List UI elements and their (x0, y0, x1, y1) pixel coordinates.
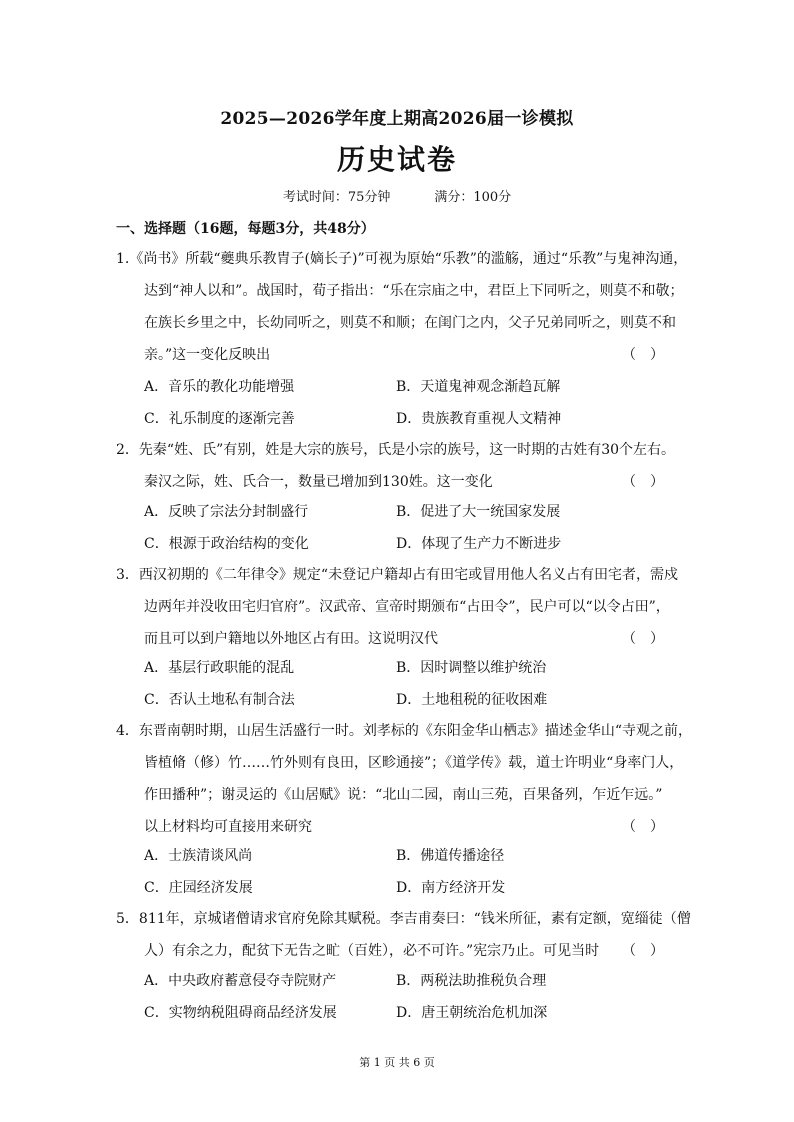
option-b: B．因时调整以维护统治 (396, 660, 547, 676)
section-title: 一、选择题（16题，每题3分，共48分） (116, 221, 375, 237)
question-line-text: 亲。”这一变化反映出 (144, 347, 271, 363)
option-c: C．否认土地私有制合法 (144, 692, 295, 708)
question-4 (116, 715, 693, 843)
option-b: B．促进了大一统国家发展 (396, 504, 561, 520)
options-5 (144, 965, 684, 1029)
page-number: 第 1 页 共 6 页 (359, 1056, 435, 1069)
option-b: B．天道鬼神观念渐趋瓦解 (396, 379, 561, 395)
answer-bracket: （ ） (622, 631, 664, 647)
option-d: D．南方经济开发 (396, 880, 506, 896)
question-line: 4．东晋南朝时期，山居生活盛行一时。刘孝标的《东阳金华山栖志》描述金华山“寺观之前， (116, 723, 693, 739)
option-b: B．两税法助推税负合理 (396, 973, 547, 989)
question-line-text: 以上材料均可直接用来研究 (144, 819, 312, 835)
question-2 (116, 434, 676, 498)
full-score: 满分：100分 (434, 190, 512, 205)
question-line (116, 623, 676, 655)
question-line: 作田播种”；谢灵运的《山居赋》说：“北山二园，南山三苑，百果备列，乍近乍远。” (144, 787, 663, 803)
question-line: 边两年并没收田宅归官府”。汉武帝、宣帝时期颁布“占田令”，民户可以“以令占田”， (144, 599, 670, 615)
option-d: D．体现了生产力不断进步 (396, 536, 562, 552)
question-line: 5．811年，京城诸僧请求官府免除其赋税。李吉甫奏曰：“钱米所征，素有定额，宽缁徒（僧 (116, 911, 691, 927)
question-3 (116, 559, 679, 655)
exam-title: 2025—2026学年度上期高2026届一诊模拟 (220, 109, 574, 129)
option-c: C．礼乐制度的逐渐完善 (144, 411, 295, 427)
subject-title: 历史试卷 (336, 143, 457, 176)
options-3 (144, 652, 684, 716)
exam-meta (0, 186, 794, 205)
answer-bracket: （ ） (622, 819, 664, 835)
question-1 (116, 243, 688, 371)
option-a: A．中央政府蓄意侵夺寺院财产 (144, 973, 337, 989)
option-d: D．贵族教育重视人文精神 (396, 411, 562, 427)
options-1 (144, 371, 684, 435)
option-b: B．佛道传播途径 (396, 848, 505, 864)
question-line: 3．西汉初期的《二年律令》规定“未登记户籍却占有田宅或冒用他人名义占有田宅者，需戍 (116, 567, 679, 583)
option-a: A．士族清谈风尚 (144, 848, 253, 864)
options-2 (144, 496, 684, 560)
answer-bracket: （ ） (622, 347, 664, 363)
option-c: C．根源于政治结构的变化 (144, 536, 309, 552)
option-c: C．实物纳税阻碍商品经济发展 (144, 1005, 337, 1021)
question-line-text: 秦汉之际，姓、氏合一，数量已增加到130姓。这一变化 (144, 474, 493, 490)
question-line (116, 811, 676, 843)
question-line: 1.《尚书》所载“夔典乐教胄子(嫡长子)”可视为原始“乐教”的滥觞，通过“乐教”与鬼神沟通， (116, 251, 688, 267)
question-line: 皆植脩（修）竹……竹外则有良田，区畛通接”；《道学传》载，道士许明业“身率门人， (144, 755, 684, 771)
option-a: A．反映了宗法分封制盛行 (144, 504, 309, 520)
question-5 (116, 903, 691, 967)
question-line (116, 339, 676, 371)
question-line (116, 935, 676, 967)
option-d: D．唐王朝统治危机加深 (396, 1005, 548, 1021)
option-a: A．基层行政职能的混乱 (144, 660, 295, 676)
option-a: A．音乐的教化功能增强 (144, 379, 295, 395)
exam-time: 考试时间：75分钟 (282, 190, 391, 205)
options-4 (144, 840, 684, 904)
question-line-text: 人）有余之力，配贫下无告之甿（百姓），必不可许。”宪宗乃止。可见当时 (144, 943, 600, 959)
question-line (116, 466, 676, 498)
question-line: 达到“神人以和”。战国时，荀子指出：“乐在宗庙之中，君臣上下同听之，则莫不和敬； (144, 283, 684, 299)
question-line: 2．先秦“姓、氏”有别，姓是大宗的族号，氏是小宗的族号，这一时期的古姓有30个左右。 (116, 442, 676, 458)
answer-bracket: （ ） (622, 943, 664, 959)
question-line: 在族长乡里之中，长幼同听之，则莫不和顺；在闺门之内，父子兄弟同听之，则莫不和 (144, 315, 676, 331)
question-line-text: 而且可以到户籍地以外地区占有田。这说明汉代 (144, 631, 438, 647)
option-c: C．庄园经济发展 (144, 880, 253, 896)
answer-bracket: （ ） (622, 474, 664, 490)
option-d: D．土地租税的征收困难 (396, 692, 548, 708)
